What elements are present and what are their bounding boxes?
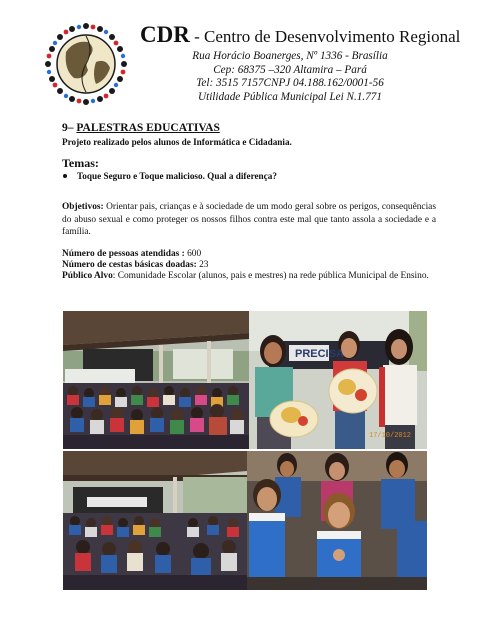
objetivos-text: Orientar pais, crianças e à sociedade de um modo geral sobre os perigos, consequências do abuso sexual e como proteger os nossos filhos contra este mal que tanto assola a sociedade e a família. (62, 202, 436, 238)
photo-audience-pavilion (63, 451, 247, 590)
pessoas-value: 600 (187, 249, 202, 259)
section-title: PALESTRAS EDUCATIVAS (76, 122, 220, 134)
org-long-name: - Centro de Desenvolvimento Regional (194, 27, 461, 46)
cdr-logo (44, 22, 128, 106)
objetivos-label: Objetivos: (62, 202, 104, 212)
cestas-value: 23 (199, 260, 209, 271)
cestas-label: Número de cestas básicas doadas: (62, 260, 197, 271)
banner-word: PRECISA (295, 348, 344, 360)
photo-children (247, 451, 427, 590)
cestas-line (62, 260, 436, 271)
publico-text: : Comunidade Escolar (alunos, pais e mestres) na rede pública Municipal de Ensino. (112, 271, 429, 282)
photo-basket-donation (249, 311, 427, 449)
address-block (140, 50, 440, 104)
temas-list-item (62, 171, 277, 181)
pessoas-label: Número de pessoas atendidas : (62, 249, 185, 259)
address-line: Utilidade Pública Municipal Lei N.1.771 (198, 90, 382, 103)
stats-block (62, 249, 436, 283)
temas-item-text: Toque Seguro e Toque malicioso. Qual a diferença? (77, 171, 277, 181)
publico-label: Público Alvo (62, 271, 113, 282)
pessoas-line (62, 249, 436, 260)
objetivos-paragraph (62, 201, 436, 239)
address-line: Rua Horácio Boanerges, Nº 1336 - Brasília (192, 50, 388, 62)
organization-title (140, 22, 460, 48)
publico-line (62, 271, 436, 282)
section-number: 9– (62, 122, 74, 134)
bullet-icon (63, 174, 67, 178)
photo-date-stamp: 17/10/2012 (369, 432, 412, 440)
address-line: Tel: 3515 7157CNPJ 04.188.162/0001-56 (196, 77, 384, 90)
section-heading (62, 122, 220, 134)
photo-audience-roof (63, 311, 249, 449)
address-line: Cep: 68375 –320 Altamira – Pará (213, 63, 367, 76)
section-subtitle: Projeto realizado pelos alunos de Informática e Cidadania. (62, 137, 292, 147)
org-short-name: CDR (140, 22, 190, 47)
temas-heading: Temas: (62, 156, 99, 170)
